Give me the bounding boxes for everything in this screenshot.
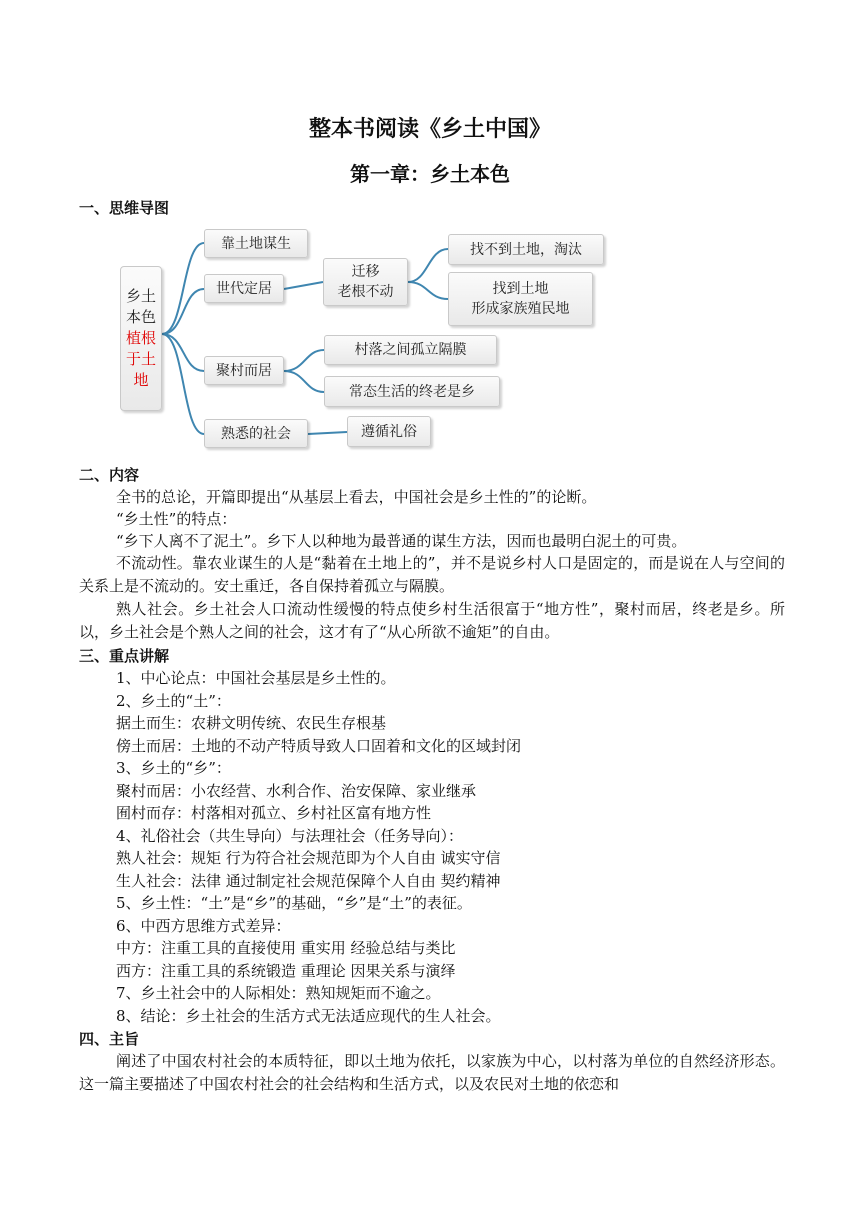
link-b2-qianyi — [284, 282, 323, 289]
branch-node-shidai-dingju: 世代定居 — [204, 274, 284, 303]
content-paragraph: 全书的总论，开篇即提出“从基层上看去，中国社会是乡土性的”的论断。 — [116, 488, 597, 506]
keypoint-line: 熟人社会：规矩 行为符合社会规范即为个人自由 诚实守信 — [116, 849, 501, 867]
link-root-b3 — [162, 334, 204, 371]
node-qianyi-line-1: 迁移 — [351, 264, 380, 280]
keypoint-line: 6、中西方思维方式差异： — [116, 917, 291, 935]
link-root-b4 — [162, 334, 204, 434]
node-jiazu-zhimindi — [448, 272, 593, 326]
keypoint-line: 囿村而存：村落相对孤立、乡村社区富有地方性 — [116, 804, 432, 822]
section-heading-content: 二、内容 — [79, 466, 140, 484]
keypoint-line: 西方：注重工具的系统锻造 重理论 因果关系与演绎 — [116, 962, 456, 980]
link-b4-c5 — [308, 432, 347, 434]
section-heading-keypoints: 三、重点讲解 — [79, 647, 170, 665]
link-qianyi-c1 — [408, 249, 448, 282]
chapter-title: 第一章：乡土本色 — [350, 162, 510, 186]
content-paragraph: “乡下人离不了泥土”。乡下人以种地为最普通的谋生方法，因而也最明白泥土的可贵。 — [116, 532, 687, 550]
keypoint-line: 3、乡土的“乡”： — [116, 759, 231, 777]
root-label-red-line-3: 地 — [133, 371, 149, 389]
link-root-b1 — [162, 243, 204, 334]
mind-map-root-node — [120, 266, 162, 411]
root-label-line-1: 乡土 — [125, 287, 156, 305]
keypoint-line: 8、结论：乡土社会的生活方式无法适应现代的生人社会。 — [116, 1007, 501, 1025]
node-zhonglao-shi-xiang: 常态生活的终老是乡 — [324, 376, 500, 407]
branch-node-kao-tudi: 靠土地谋生 — [204, 229, 308, 258]
node-jiazu-line-1: 找到土地 — [492, 281, 549, 297]
keypoint-line: 据土而生：农耕文明传统、农民生存根基 — [116, 714, 387, 732]
root-label-red-line-2: 于土 — [125, 350, 156, 368]
branch-node-jucun-erju: 聚村而居 — [204, 356, 284, 385]
link-b3-c4 — [284, 371, 324, 392]
content-paragraph: “乡土性”的特点： — [116, 510, 237, 528]
keypoint-line: 1、中心论点：中国社会基层是乡土性的。 — [116, 669, 396, 687]
keypoint-line: 4、礼俗社会（共生导向）与法理社会（任务导向）： — [116, 827, 464, 845]
keypoint-line: 中方：注重工具的直接使用 重实用 经验总结与类比 — [116, 939, 456, 957]
node-qianyi — [323, 258, 408, 306]
keypoint-line: 聚村而居：小农经营、水利合作、治安保障、家业继承 — [116, 782, 477, 800]
content-paragraph: 熟人社会。乡土社会人口流动性缓慢的特点使乡村生活很富于“地方性”，聚村而居，终老是乡。所以，乡土社会是个熟人之间的社会，这才有了“从心所欲不逾矩”的自由。 — [79, 600, 785, 641]
keypoint-line: 2、乡土的“土”： — [116, 692, 231, 710]
root-label-red-line-1: 植根 — [125, 329, 156, 347]
link-root-b2 — [162, 289, 204, 334]
document-title: 整本书阅读《乡土中国》 — [308, 117, 551, 142]
node-zunxun-lisu: 遵循礼俗 — [347, 416, 431, 447]
node-taotai: 找不到土地，淘汰 — [448, 234, 604, 265]
link-qianyi-c2 — [408, 282, 448, 299]
keypoint-line: 生人社会：法律 通过制定社会规范保障个人自由 契约精神 — [116, 872, 501, 890]
mind-map — [110, 222, 620, 452]
theme-paragraph: 阐述了中国农村社会的本质特征，即以土地为依托，以家族为中心，以村落为单位的自然经济形态。这一篇主要描述了中国农村社会的社会结构和生活方式，以及农民对土地的依恋和 — [79, 1052, 785, 1093]
link-b3-c3 — [284, 350, 324, 371]
section-heading-mindmap: 一、思维导图 — [79, 199, 170, 217]
keypoint-line: 7、乡土社会中的人际相处：熟知规矩而不逾之。 — [116, 984, 441, 1002]
node-qianyi-line-2: 老根不动 — [337, 284, 394, 300]
keypoint-line: 5、乡土性：“土”是“乡”的基础，“乡”是“土”的表征。 — [116, 894, 472, 912]
branch-node-shuxi-shehui: 熟悉的社会 — [204, 419, 308, 448]
section-heading-theme: 四、主旨 — [79, 1030, 140, 1048]
keypoint-line: 傍土而居：土地的不动产特质导致人口固着和文化的区域封闭 — [116, 737, 522, 755]
content-paragraph: 不流动性。靠农业谋生的人是“黏着在土地上的”，并不是说乡村人口是固定的，而是说在人与空间的关系上是不流动的。安土重迁，各自保持着孤立与隔膜。 — [79, 554, 785, 595]
node-jiazu-line-2: 形成家族殖民地 — [471, 301, 570, 317]
node-cunluo-gemo: 村落之间孤立隔膜 — [324, 335, 497, 365]
root-label-line-2: 本色 — [125, 308, 156, 326]
